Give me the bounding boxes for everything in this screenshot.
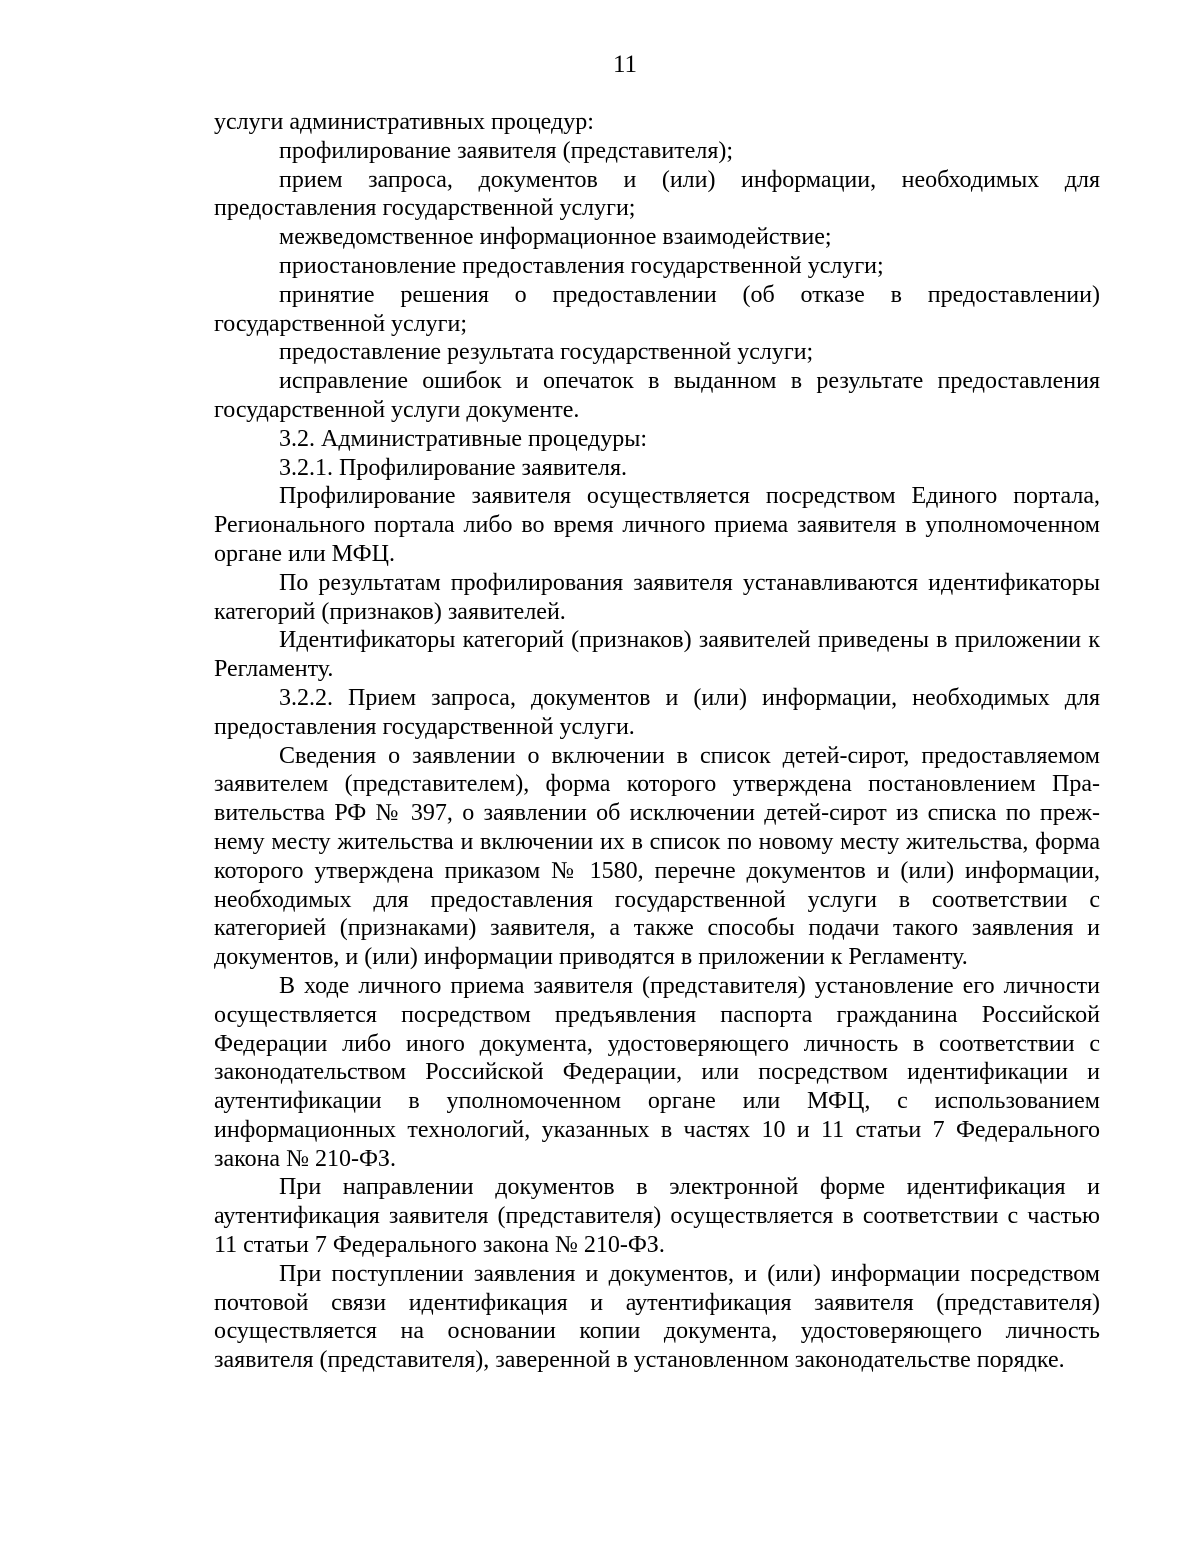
- list-item: исправление ошибок и опечаток в выданном в результате предоставления государственной услуги документе.: [214, 368, 1100, 423]
- paragraph: Идентификаторы категорий (признаков) заявителей приведены в приложении к Регламенту.: [214, 627, 1100, 683]
- list-item: профилирование заявителя (представителя);: [279, 137, 734, 164]
- paragraph: Сведения о заявлении о включении в список детей-сирот, предоставляемом заявителем (представителем), форма которого утверждена постановлением Правительства РФ № 397, о заявлении об исключении детей-сирот из списка по прежнему месту жительства и включении их в список по новому месту жительства, форма которого утверждена приказом № 1580, перечне документов и (или) информации, необходимых для предоставления государственной услуги в соответствии с категорией (признаками) заявителя, а также способы подачи такого заявления и документов, и (или) информации приводятся в приложении к Регламенту.: [214, 742, 1100, 971]
- paragraph: В ходе личного приема заявителя (представителя) установление его личности осуществляется посредством предъявления паспорта гражданина Российской Федерации либо иного документа, удостоверяющего личность в соответствии с законодательством Российской Федерации, или посредством идентификации и аутентификации в уполномоченном органе или МФЦ, с использованием информационных технологий, указанных в частях 10 и 11 статьи 7 Федерального закона № 210-ФЗ.: [214, 972, 1100, 1172]
- paragraph: При поступлении заявления и документов, и (или) информации посредством почтовой связи идентификация и аутентификация заявителя (представителя) осуществляется на основании копии документа, удостоверяющего личность заявителя (представителя), заверенной в установленном законодательстве порядке.: [214, 1260, 1100, 1374]
- paragraph: Профилирование заявителя осуществляется посредством Единого портала, Регионального портала либо во время личного приема заявителя в уполномоченном органе или МФЦ.: [214, 483, 1100, 567]
- paragraph: При направлении документов в электронной форме идентификация и аутентификация заявителя (представителя) осуществляется в соответствии с частью 11 статьи 7 Федерального закона № 210-ФЗ.: [214, 1174, 1100, 1259]
- list-item: предоставление результата государственной услуги;: [279, 339, 814, 366]
- paragraph: По результатам профилирования заявителя устанавливаются идентификаторы категорий (признаков) заявителей.: [214, 569, 1100, 625]
- subsection-heading: 3.2.2. Прием запроса, документов и (или) информации, необходимых для предоставления государственной услуги.: [214, 684, 1100, 740]
- paragraph: услуги административных процедур:: [214, 109, 594, 135]
- page-number: 11: [612, 51, 638, 78]
- section-heading: 3.2. Административные процедуры:: [279, 425, 648, 452]
- list-item: межведомственное информационное взаимодействие;: [279, 224, 832, 251]
- list-item: принятие решения о предоставлении (об отказе в предоставлении) государственной услуги;: [214, 281, 1100, 337]
- list-item: приостановление предоставления государственной услуги;: [279, 252, 884, 279]
- list-item: прием запроса, документов и (или) информации, необходимых для предоставления государственной услуги;: [214, 166, 1100, 222]
- subsection-heading: 3.2.1. Профилирование заявителя.: [279, 454, 628, 481]
- document-body: [214, 108, 1100, 1375]
